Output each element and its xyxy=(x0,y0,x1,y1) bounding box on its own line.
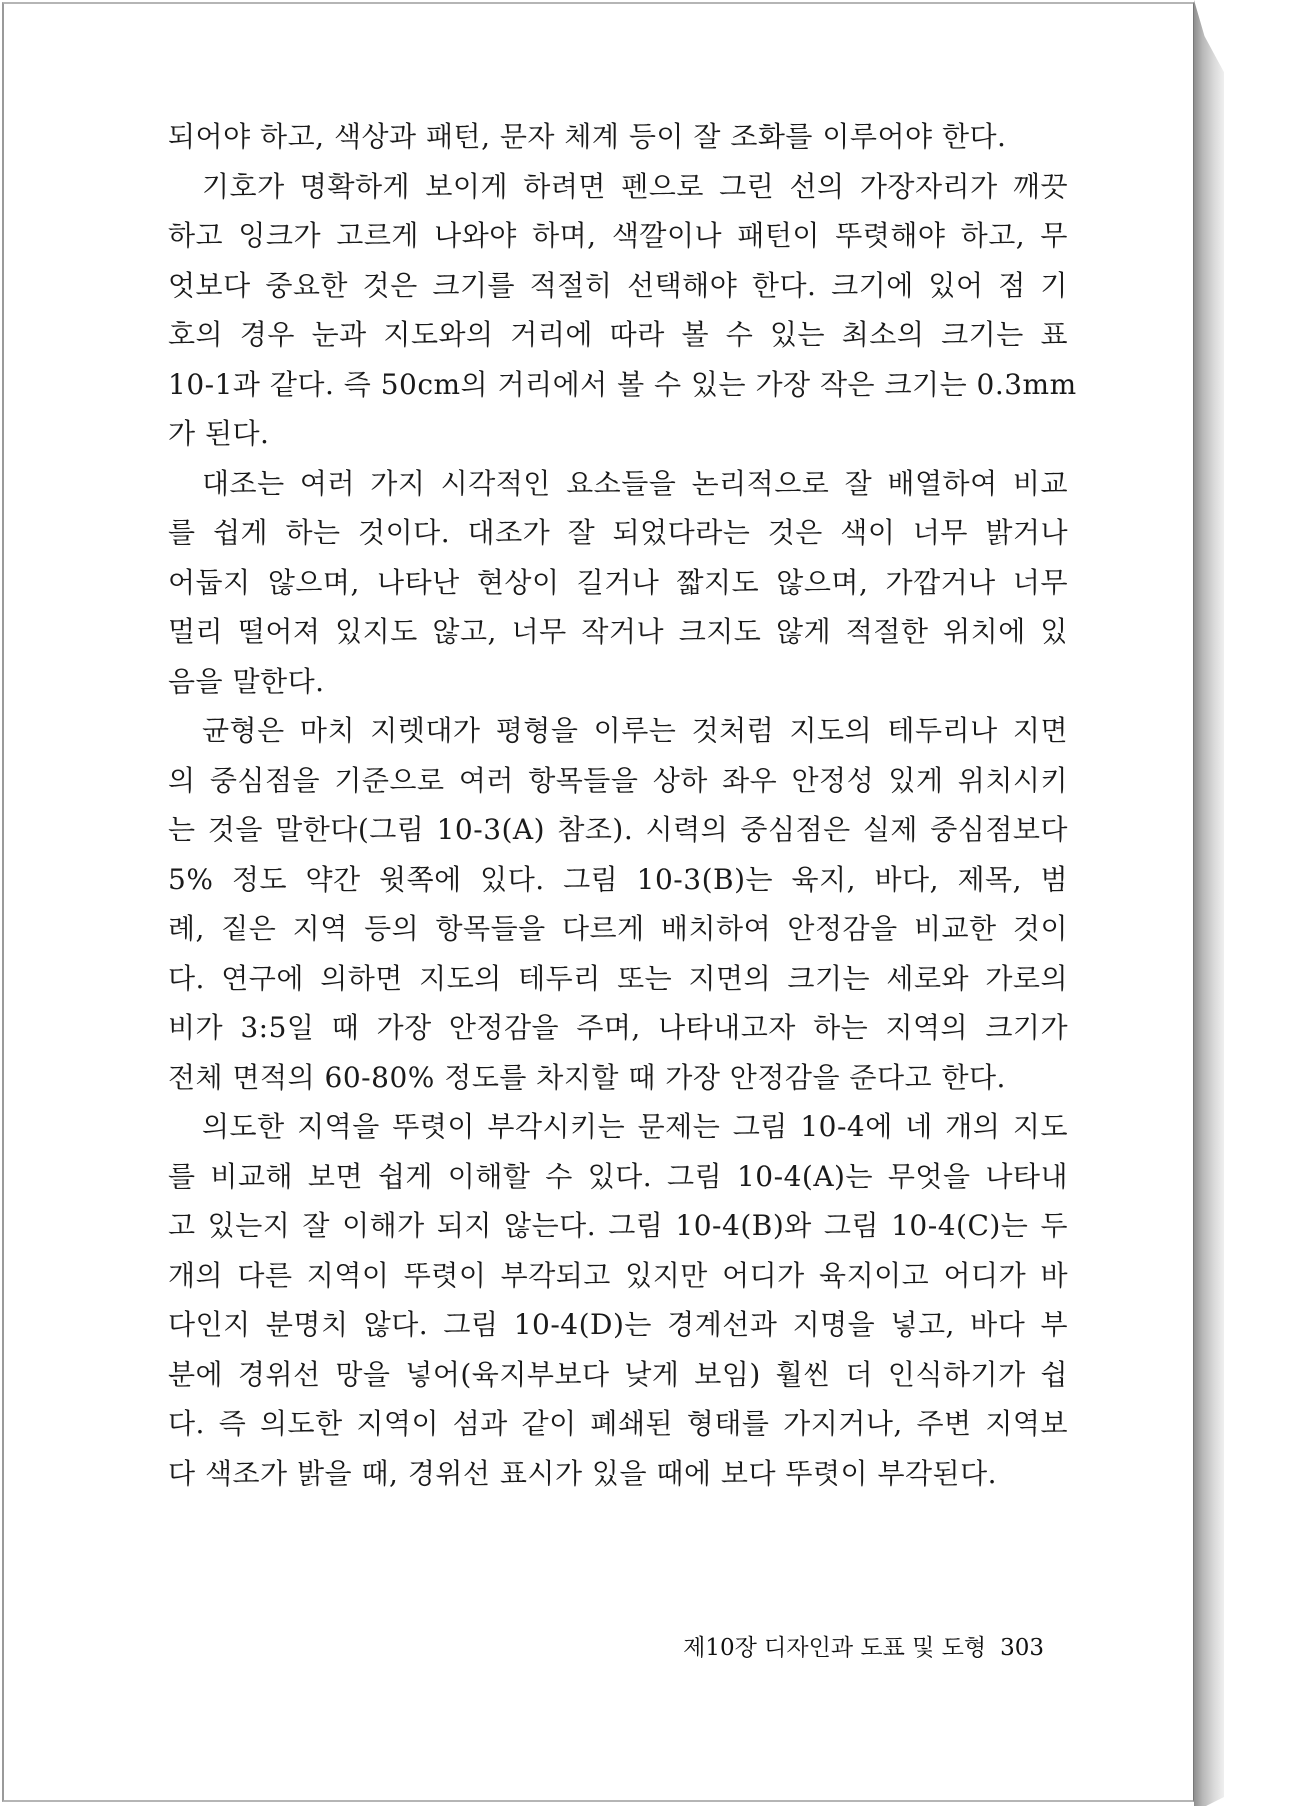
text-line: 고 있는지 잘 이해가 되지 않는다. 그림 10-4(B)와 그림 10-4(C)는 두 xyxy=(168,1209,1068,1242)
page-number: 303 xyxy=(1000,1635,1044,1661)
text-line: 다인지 분명치 않다. 그림 10-4(D)는 경계선과 지명을 넣고, 바다 부 xyxy=(168,1308,1068,1341)
text-line: 개의 다른 지역이 뚜렷이 부각되고 있지만 어디가 육지이고 어디가 바 xyxy=(168,1258,1068,1292)
book-page xyxy=(2,2,1194,1802)
text-line: 10-1과 같다. 즉 50cm의 거리에서 볼 수 있는 가장 작은 크기는 0.3mm xyxy=(168,367,1077,401)
text-line: 되어야 하고, 색상과 패턴, 문자 체계 등이 잘 조화를 이루어야 한다. xyxy=(168,120,1007,153)
page-edge-shadow xyxy=(1194,0,1224,1806)
text-line: 기호가 명확하게 보이게 하려면 펜으로 그린 선의 가장자리가 깨끗 xyxy=(202,169,1068,203)
text-line: 하고 잉크가 고르게 나와야 하며, 색깔이나 패턴이 뚜렷해야 하고, 무 xyxy=(168,219,1068,252)
text-line: 비가 3:5일 때 가장 안정감을 주며, 나타내고자 하는 지역의 크기가 xyxy=(168,1011,1068,1044)
paragraph xyxy=(168,1102,1068,1498)
paragraph xyxy=(168,162,1077,459)
text-line: 를 쉽게 하는 것이다. 대조가 잘 되었다라는 것은 색이 너무 밝거나 xyxy=(168,516,1068,549)
paragraph xyxy=(168,706,1068,1102)
text-line: 의도한 지역을 뚜렷이 부각시키는 문제는 그림 10-4에 네 개의 지도 xyxy=(202,1110,1068,1143)
text-line: 분에 경위선 망을 넣어(육지부보다 낮게 보임) 훨씬 더 인식하기가 쉽 xyxy=(168,1357,1068,1391)
text-line: 어둡지 않으며, 나타난 현상이 길거나 짧지도 않으며, 가깝거나 너무 xyxy=(168,565,1068,599)
chapter-title: 제10장 디자인과 도표 및 도형 xyxy=(683,1635,987,1661)
text-line: 멀리 떨어져 있지도 않고, 너무 작거나 크지도 않게 적절한 위치에 있 xyxy=(168,615,1068,648)
text-line: 가 된다. xyxy=(168,417,270,450)
text-line: 호의 경우 눈과 지도와의 거리에 따라 볼 수 있는 최소의 크기는 표 xyxy=(168,318,1068,351)
text-line: 전체 면적의 60-80% 정도를 차지할 때 가장 안정감을 준다고 한다. xyxy=(168,1060,1006,1094)
paragraph xyxy=(168,112,1068,162)
text-line: 대조는 여러 가지 시각적인 요소들을 논리적으로 잘 배열하여 비교 xyxy=(202,466,1068,500)
text-line: 례, 짙은 지역 등의 항목들을 다르게 배치하여 안정감을 비교한 것이 xyxy=(168,912,1068,945)
text-line: 의 중심점을 기준으로 여러 항목들을 상하 좌우 안정성 있게 위치시키 xyxy=(168,763,1068,797)
body-text xyxy=(168,112,1077,1498)
paragraph xyxy=(168,459,1068,707)
text-line: 다 색조가 밝을 때, 경위선 표시가 있을 때에 보다 뚜렷이 부각된다. xyxy=(168,1456,998,1490)
text-line: 다. 연구에 의하면 지도의 테두리 또는 지면의 크기는 세로와 가로의 xyxy=(168,961,1068,995)
text-line: 균형은 마치 지렛대가 평형을 이루는 것처럼 지도의 테두리나 지면 xyxy=(202,714,1068,747)
text-line: 다. 즉 의도한 지역이 섬과 같이 폐쇄된 형태를 가지거나, 주변 지역보 xyxy=(168,1407,1068,1440)
running-footer xyxy=(644,1629,1044,1662)
text-line: 엇보다 중요한 것은 크기를 적절히 선택해야 한다. 크기에 있어 점 기 xyxy=(168,268,1068,302)
text-line: 는 것을 말한다(그림 10-3(A) 참조). 시력의 중심점은 실제 중심점보다 xyxy=(168,813,1068,846)
text-line: 음을 말한다. xyxy=(168,664,325,698)
text-line: 5% 정도 약간 윗쪽에 있다. 그림 10-3(B)는 육지, 바다, 제목, 범 xyxy=(168,862,1068,896)
text-line: 를 비교해 보면 쉽게 이해할 수 있다. 그림 10-4(A)는 무엇을 나타내 xyxy=(168,1159,1068,1193)
